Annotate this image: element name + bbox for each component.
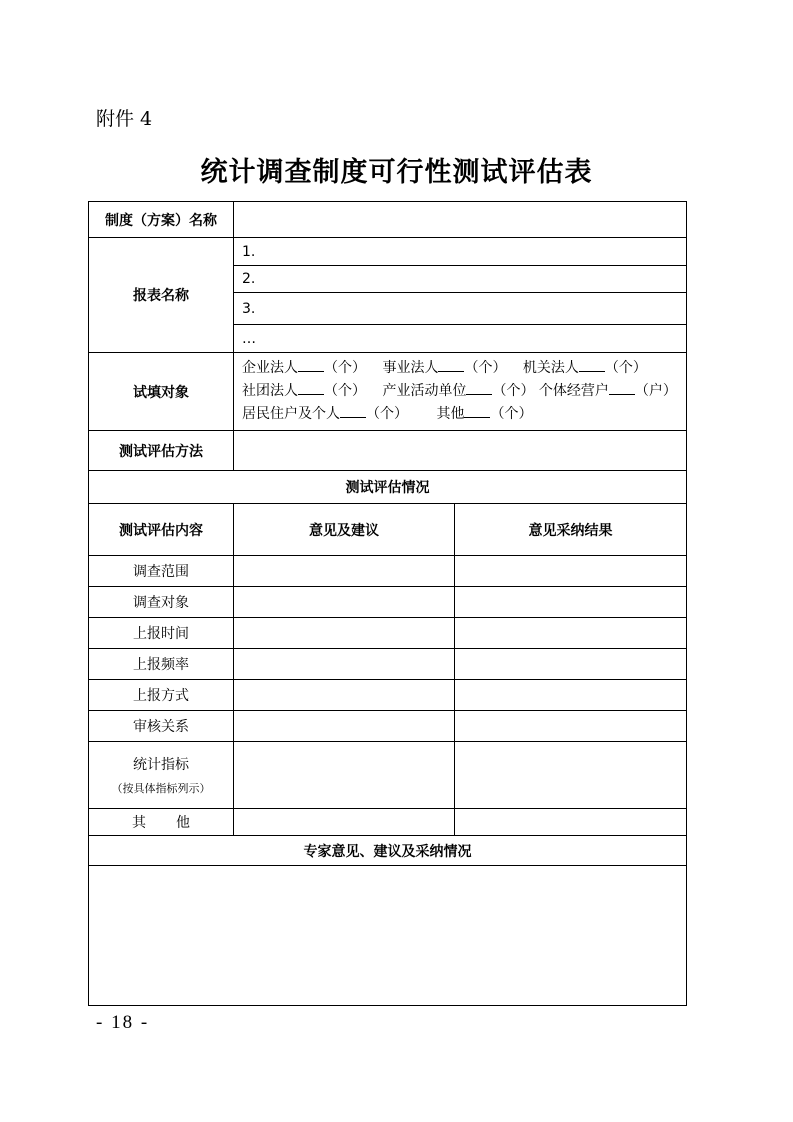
result-cell[interactable] (455, 742, 687, 809)
organ-legal-label: 机关法人 (522, 360, 579, 376)
organ-legal-blank[interactable] (579, 359, 605, 372)
opinion-cell[interactable] (234, 809, 455, 836)
column-header-opinion: 意见及建议 (234, 504, 455, 556)
result-cell[interactable] (455, 680, 687, 711)
enterprise-legal-label: 企业法人 (242, 360, 298, 376)
opinion-cell[interactable] (234, 711, 455, 742)
social-legal-blank[interactable] (298, 382, 324, 395)
other-target-label: 其他 (436, 406, 465, 422)
other-char-2: 他 (176, 815, 190, 831)
situation-header: 测试评估情况 (89, 471, 687, 504)
fill-target-row-1 (242, 357, 678, 380)
item-report-method: 上报方式 (89, 680, 234, 711)
indicator-note: （按具体指标列示） (111, 782, 211, 795)
fill-target-row-2 (242, 380, 678, 403)
item-statistical-indicator (89, 742, 234, 809)
industry-unit-label: 产业活动单位 (382, 383, 467, 399)
industry-unit-unit: （个） (492, 383, 535, 399)
industry-unit-blank[interactable] (466, 382, 492, 395)
expert-header: 专家意见、建议及采纳情况 (89, 836, 687, 866)
enterprise-legal-blank[interactable] (298, 359, 324, 372)
enterprise-legal-unit: （个） (324, 360, 366, 376)
item-survey-scope: 调查范围 (89, 556, 234, 587)
opinion-cell[interactable] (234, 649, 455, 680)
individual-business-blank[interactable] (609, 382, 635, 395)
social-legal-unit: （个） (324, 383, 366, 399)
individual-business-unit: （户） (634, 383, 677, 399)
system-name-field[interactable] (234, 202, 687, 238)
result-cell[interactable] (455, 649, 687, 680)
resident-hh-blank[interactable] (340, 405, 366, 418)
social-legal-label: 社团法人 (242, 383, 298, 399)
fill-target-row-3 (242, 403, 678, 426)
opinion-cell[interactable] (234, 587, 455, 618)
other-target-blank[interactable] (464, 405, 490, 418)
column-header-content: 测试评估内容 (89, 504, 234, 556)
column-header-result: 意见采纳结果 (455, 504, 687, 556)
result-cell[interactable] (455, 587, 687, 618)
item-survey-object: 调查对象 (89, 587, 234, 618)
item-report-time: 上报时间 (89, 618, 234, 649)
page-title: 统计调查制度可行性测试评估表 (200, 157, 593, 188)
opinion-cell[interactable] (234, 618, 455, 649)
report-name-line-2[interactable]: 2. (234, 266, 687, 293)
attachment-label: 附件 4 (96, 108, 153, 130)
individual-business-label: 个体经营户 (538, 383, 609, 399)
system-name-label: 制度（方案）名称 (89, 202, 234, 238)
result-cell[interactable] (455, 809, 687, 836)
method-field[interactable] (234, 431, 687, 471)
method-label: 测试评估方法 (89, 431, 234, 471)
opinion-cell[interactable] (234, 680, 455, 711)
result-cell[interactable] (455, 556, 687, 587)
report-name-line-3[interactable]: 3. (234, 293, 687, 325)
result-cell[interactable] (455, 618, 687, 649)
resident-hh-label: 居民住户及个人 (242, 406, 340, 422)
item-audit-relation: 审核关系 (89, 711, 234, 742)
report-name-label: 报表名称 (89, 238, 234, 353)
institution-legal-label: 事业法人 (382, 360, 439, 376)
report-name-line-1[interactable]: 1. (234, 238, 687, 266)
indicator-label: 统计指标 (133, 757, 189, 773)
item-report-frequency: 上报频率 (89, 649, 234, 680)
page-number: - 18 - (96, 1012, 150, 1033)
organ-legal-unit: （个） (604, 360, 647, 376)
opinion-cell[interactable] (234, 742, 455, 809)
institution-legal-unit: （个） (464, 360, 507, 376)
fill-target-label: 试填对象 (89, 353, 234, 431)
other-target-unit: （个） (490, 406, 533, 422)
institution-legal-blank[interactable] (438, 359, 464, 372)
item-other (89, 809, 234, 836)
fill-target-options (234, 353, 687, 431)
expert-opinion-field[interactable] (89, 866, 687, 1006)
opinion-cell[interactable] (234, 556, 455, 587)
resident-hh-unit: （个） (366, 406, 408, 422)
other-char-1: 其 (132, 815, 146, 831)
report-name-line-more[interactable]: … (234, 325, 687, 353)
evaluation-form-table (88, 201, 687, 1006)
result-cell[interactable] (455, 711, 687, 742)
